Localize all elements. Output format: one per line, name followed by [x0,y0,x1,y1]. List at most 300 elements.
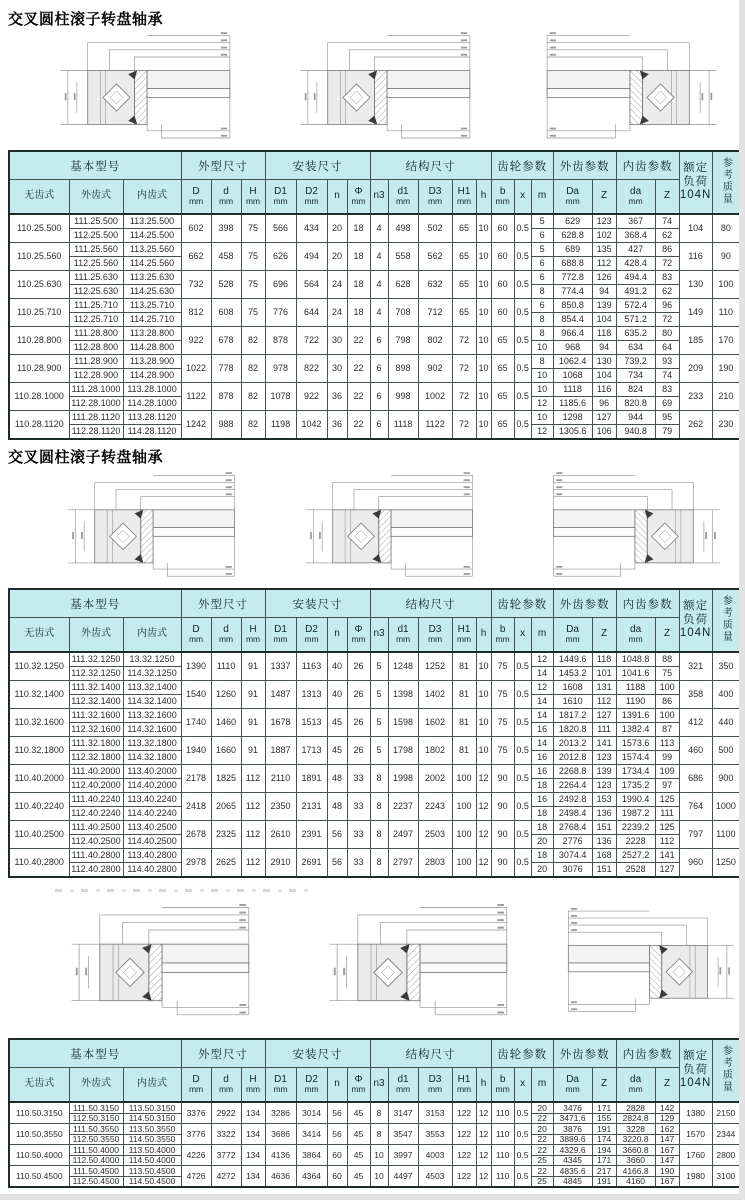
cell-dim: 1248 [388,652,418,681]
header-sub-label: D2 [305,623,318,635]
cell-dim: 1260 [211,681,241,709]
cell-dim: 110 [491,1166,514,1188]
cell-dim: 75 [491,709,514,737]
header-sub-unit: mm [427,1084,443,1095]
header-sub [123,618,181,653]
cell-load: 764 [679,793,712,821]
cell-gear: 688.8 [553,257,592,271]
cell-dim: 10 [476,709,491,737]
cell-gear: 151 [592,863,616,878]
cell-gear: 87 [655,723,679,737]
cell-model-ext: 112.40.2000 [69,779,123,793]
cell-gear: 100 [655,709,679,723]
cell-dim: 1390 [181,652,211,681]
cell-gear: 106 [592,425,616,440]
header-sub-label: D [192,623,200,635]
cell-gear: 4160 [616,1176,655,1187]
header-sub-unit: mm [245,634,261,645]
cell-gear: 14 [531,737,553,751]
cell-dim: 91 [241,709,265,737]
cell-dim: 65 [452,243,476,271]
header-rated-load-line: 104N [679,1077,712,1090]
header-ref-weight [712,151,740,214]
page-title-2: 交叉圆柱滚子转盘轴承 [8,449,164,466]
cell-dim: 1598 [388,709,418,737]
cell-model-ext: 112.25.710 [69,313,123,327]
cell-dim: 626 [265,243,296,271]
header-sub [181,618,211,653]
header-group: 结构尺寸 [370,151,491,180]
cell-dim: 1122 [181,383,211,411]
cell-model-ext: 111.50.4000 [69,1145,123,1156]
cell-gear: 427 [616,243,655,257]
cell-dim: 65 [452,271,476,299]
header-group: 结构尺寸 [370,589,491,618]
cell-dim: 2922 [211,1102,241,1124]
cell-dim: 988 [211,411,241,440]
cell-gear: 96 [592,397,616,411]
header-sub-unit: mm [565,634,580,645]
cell-dim: 778 [211,355,241,383]
header-group: 结构尺寸 [370,1039,491,1068]
header-sub-label: H1 [457,185,471,197]
header-sub-label: Φ [354,1073,363,1085]
cell-model-int: 113.28.800 [123,327,181,341]
cell-dim: 878 [265,327,296,355]
cell-gear: 12 [531,681,553,695]
header-rated-load-line: 额定 [683,162,709,175]
cell-weight: 3100 [712,1166,740,1188]
cell-gear: 111 [655,807,679,821]
cell-gear: 123 [592,214,616,229]
cell-dim: 1602 [418,709,452,737]
spec-row [9,383,740,397]
cell-load: 797 [679,821,712,849]
cell-model-ext: 111.40.2240 [69,793,123,807]
cell-dim: 1940 [181,737,211,765]
cell-dim: 4 [370,243,388,271]
cell-weight: 2344 [712,1124,740,1145]
cell-model-base: 110.25.710 [9,299,69,327]
cell-dim: 2110 [265,765,296,793]
cell-dim: 2803 [418,849,452,878]
header-sub [553,180,592,215]
header-sub [592,618,616,653]
cell-gear: 167 [655,1176,679,1187]
cell-dim: 2065 [211,793,241,821]
cell-dim: 0.5 [514,821,531,849]
cell-dim: 75 [241,243,265,271]
cell-gear: 88 [655,652,679,667]
cell-dim: 4503 [418,1166,452,1188]
cell-gear: 112 [592,695,616,709]
cell-gear: 74 [655,369,679,383]
cell-load: 262 [679,411,712,440]
cell-model-int: 114.28.1000 [123,397,181,411]
bearing-cross-section-drawing [296,470,488,585]
header-sub [616,1068,655,1103]
header-sub [9,1068,69,1103]
cell-model-int: 113.32.1800 [123,737,181,751]
cell-dim: 628 [388,271,418,299]
cell-gear: 174 [592,1134,616,1145]
cell-gear: 14 [531,709,553,723]
cell-gear: 1391.6 [616,709,655,723]
cell-model-base: 110.40.2240 [9,793,69,821]
header-sub [592,180,616,215]
cell-dim: 122 [452,1166,476,1188]
cell-gear: 190 [655,1166,679,1177]
header-sub-unit: mm [188,196,204,207]
cell-gear: 2492.8 [553,793,592,807]
cell-dim: 5 [370,681,388,709]
header-group: 内齿参数 [616,1039,679,1068]
cell-dim: 564 [296,271,327,299]
cell-dim: 2418 [181,793,211,821]
cell-dim: 1198 [265,411,296,440]
cell-gear: 127 [655,863,679,878]
header-sub-unit: mm [245,1084,261,1095]
spec-row [9,821,740,835]
cell-dim: 81 [452,709,476,737]
cell-dim: 10 [476,411,491,440]
cell-gear: 22 [531,1166,553,1177]
cell-gear: 125 [655,793,679,807]
cell-dim: 812 [181,299,211,327]
cell-gear: 104 [592,369,616,383]
cell-dim: 1513 [296,709,327,737]
cell-model-ext: 111.28.800 [69,327,123,341]
cell-dim: 2691 [296,849,327,878]
header-group: 外齿参数 [553,151,616,180]
cell-model-int: 113.25.630 [123,271,181,285]
cell-model-int: 114.32.1600 [123,723,181,737]
cell-dim: 75 [491,737,514,765]
header-sub [69,180,123,215]
cell-model-ext: 112.32.1800 [69,751,123,765]
cell-dim: 2391 [296,821,327,849]
cell-dim: 4226 [181,1145,211,1166]
header-sub [452,618,476,653]
cell-gear: 191 [592,1124,616,1135]
cell-dim: 3997 [388,1145,418,1166]
cell-gear: 127 [592,709,616,723]
cell-dim: 0.5 [514,355,531,383]
cell-dim: 22 [347,355,370,383]
cell-gear: 1735.2 [616,779,655,793]
header-sub [211,1068,241,1103]
header-ref-weight [712,1039,740,1102]
cell-gear: 22 [531,1145,553,1156]
cell-dim: 90 [491,821,514,849]
spec-row [9,849,740,863]
bearing-cross-section-drawing [322,898,520,1028]
cell-dim: 5 [370,737,388,765]
header-sub [211,618,241,653]
cell-gear: 2527.2 [616,849,655,863]
cell-dim: 72 [452,383,476,411]
cell-model-int: 113.50.4500 [123,1166,181,1177]
cell-model-ext: 112.28.900 [69,369,123,383]
cell-model-int: 13.32.1250 [123,652,181,667]
header-sub-label: b [499,185,506,197]
cell-dim: 75 [241,299,265,327]
cell-dim: 134 [241,1124,265,1145]
cell-gear: 118 [592,327,616,341]
header-sub [531,1068,553,1103]
cell-gear: 1298 [553,411,592,425]
cell-dim: 30 [327,355,347,383]
cell-dim: 33 [347,765,370,793]
cell-dim: 10 [476,681,491,709]
cell-dim: 75 [491,652,514,681]
cell-weight: 900 [712,765,740,793]
cell-dim: 10 [476,243,491,271]
cell-load: 412 [679,709,712,737]
cell-dim: 678 [211,327,241,355]
cell-dim: 3014 [296,1102,327,1124]
cell-dim: 36 [327,411,347,440]
header-sub-row [9,1068,740,1103]
cell-dim: 20 [327,243,347,271]
bearing-cross-section-drawing [556,898,741,1028]
header-sub-label: 内齿式 [137,628,168,640]
cell-weight: 80 [712,214,740,243]
cell-dim: 1891 [296,765,327,793]
cell-gear: 12 [531,652,553,667]
cell-dim: 1540 [181,681,211,709]
cell-gear: 629 [553,214,592,229]
spec-row [9,1145,740,1156]
header-sub-unit: mm [427,196,443,207]
cell-dim: 72 [452,355,476,383]
cell-gear: 689 [553,243,592,257]
cell-dim: 1887 [265,737,296,765]
cell-dim: 110 [491,1145,514,1166]
header-sub-label: H [249,1073,257,1085]
spec-table-1 [8,150,741,440]
cell-gear: 14 [531,667,553,681]
header-sub-label: Z [601,190,608,202]
cell-gear: 3660 [616,1155,655,1166]
cell-dim: 3864 [296,1145,327,1166]
cell-gear: 191 [592,1176,616,1187]
cell-gear: 6 [531,257,553,271]
header-sub [388,618,418,653]
cell-gear: 494.4 [616,271,655,285]
cell-dim: 1163 [296,652,327,681]
cell-dim: 1487 [265,681,296,709]
cell-dim: 56 [327,1124,347,1145]
cell-dim: 90 [491,793,514,821]
cell-dim: 0.5 [514,1102,531,1124]
spec-row [9,652,740,667]
cell-gear: 99 [655,751,679,765]
header-sub-unit: mm [218,1084,234,1095]
scan-edge-bottom [0,1194,745,1200]
cell-model-int: 113.25.710 [123,299,181,313]
cell-load: 233 [679,383,712,411]
cell-dim: 30 [327,327,347,355]
cell-dim: 608 [211,299,241,327]
header-group: 安装尺寸 [265,151,370,180]
header-group: 齿轮参数 [491,151,553,180]
cell-gear: 97 [655,779,679,793]
cell-dim: 65 [491,411,514,440]
cell-model-int: 114.25.560 [123,257,181,271]
cell-dim: 100 [452,821,476,849]
cell-gear: 2239.2 [616,821,655,835]
cell-dim: 434 [296,214,327,243]
cell-gear: 4835.6 [553,1166,592,1177]
cell-dim: 1252 [418,652,452,681]
cell-gear: 3074.4 [553,849,592,863]
cell-model-base: 110.28.800 [9,327,69,355]
cell-dim: 898 [388,355,418,383]
header-group: 内齿参数 [616,151,679,180]
header-sub-label: 内齿式 [137,1078,168,1090]
cell-dim: 922 [296,383,327,411]
cell-model-int: 113.32.1600 [123,709,181,723]
header-sub [491,1068,514,1103]
cell-gear: 940.8 [616,425,655,440]
cell-model-base: 110.50.4500 [9,1166,69,1188]
cell-gear: 16 [531,723,553,737]
spec-table-2 [8,588,741,878]
header-rated-load-line: 负荷 [683,613,709,626]
cell-model-base: 110.25.500 [9,214,69,243]
cell-dim: 3147 [388,1102,418,1124]
cell-gear: 2264.4 [553,779,592,793]
cell-gear: 123 [592,751,616,765]
header-sub-label: 无齿式 [24,1078,55,1090]
header-sub-label: h [480,628,487,640]
cell-gear: 118 [592,652,616,667]
cell-gear: 16 [531,751,553,765]
cell-dim: 3772 [211,1145,241,1166]
cell-model-ext: 112.40.2240 [69,807,123,821]
header-sub [69,618,123,653]
cell-weight: 400 [712,681,740,709]
cell-weight: 2150 [712,1102,740,1124]
header-sub-label: Da [566,1073,579,1085]
cell-gear: 824 [616,383,655,397]
cell-dim: 91 [241,737,265,765]
cell-dim: 134 [241,1166,265,1188]
cell-dim: 10 [370,1166,388,1188]
bearing-cross-section-drawing [58,470,250,585]
cell-dim: 122 [452,1145,476,1166]
cell-model-int: 114.32.1250 [123,667,181,681]
cell-gear: 1188 [616,681,655,695]
cell-dim: 1798 [388,737,418,765]
header-sub-unit: mm [351,634,366,645]
cell-dim: 1118 [388,411,418,440]
header-sub-label: n3 [373,190,385,202]
cell-dim: 5 [370,709,388,737]
cell-gear: 1820.8 [553,723,592,737]
cell-gear: 10 [531,369,553,383]
cell-model-ext: 112.32.1400 [69,695,123,709]
cell-gear: 125 [655,821,679,835]
cell-gear: 572.4 [616,299,655,313]
header-sub [347,1068,370,1103]
cell-gear: 72 [655,257,679,271]
cell-weight: 1250 [712,849,740,878]
header-sub-label: n [334,628,340,640]
cell-model-ext: 112.50.3150 [69,1113,123,1124]
header-sub [452,1068,476,1103]
header-sub-row [9,618,740,653]
cell-model-ext: 111.32.1800 [69,737,123,751]
cell-dim: 1802 [418,737,452,765]
cell-dim: 65 [491,327,514,355]
header-sub-label: D3 [428,623,442,635]
cell-gear: 10 [531,411,553,425]
cell-gear: 94 [592,285,616,299]
cell-model-int: 114.50.4500 [123,1176,181,1187]
header-rated-load [679,1039,712,1102]
header-sub-label: Z [664,628,671,640]
cell-dim: 0.5 [514,383,531,411]
header-sub-label: 无齿式 [24,190,55,202]
header-sub-label: D [192,1073,200,1085]
cell-load: 1380 [679,1102,712,1124]
cell-gear: 75 [655,667,679,681]
header-group: 外型尺寸 [181,1039,265,1068]
header-sub [514,618,531,653]
spec-row [9,709,740,723]
header-sub [418,618,452,653]
cell-model-int: 114.25.630 [123,285,181,299]
cell-dim: 0.5 [514,243,531,271]
cell-model-base: 110.40.2800 [9,849,69,878]
cell-gear: 10 [531,383,553,397]
cell-gear: 20 [531,1124,553,1135]
header-sub-label: D [192,185,200,197]
cell-gear: 79 [655,425,679,440]
header-sub-label: Da [566,185,579,197]
cell-load: 185 [679,327,712,355]
cell-gear: 18 [531,807,553,821]
header-rated-load-line: 负荷 [683,1063,709,1076]
cell-load: 1570 [679,1124,712,1145]
cell-gear: 428.4 [616,257,655,271]
cell-gear: 171 [592,1102,616,1113]
cell-dim: 0.5 [514,793,531,821]
cell-gear: 86 [655,695,679,709]
cell-dim: 72 [452,411,476,440]
cell-gear: 1990.4 [616,793,655,807]
cell-model-ext: 112.50.4000 [69,1155,123,1166]
cell-gear: 123 [592,779,616,793]
cell-gear: 12 [531,425,553,440]
cell-dim: 10 [476,383,491,411]
cell-gear: 22 [531,1134,553,1145]
cell-weight: 210 [712,383,740,411]
header-sub [514,180,531,215]
spec-row [9,793,740,807]
cell-gear: 6 [531,299,553,313]
cell-dim: 6 [370,327,388,355]
cell-dim: 10 [476,355,491,383]
header-sub [370,180,388,215]
cell-dim: 0.5 [514,709,531,737]
cell-weight: 110 [712,299,740,327]
cell-load: 104 [679,214,712,243]
header-sub-label: Φ [354,185,363,197]
cell-gear: 162 [655,1124,679,1135]
